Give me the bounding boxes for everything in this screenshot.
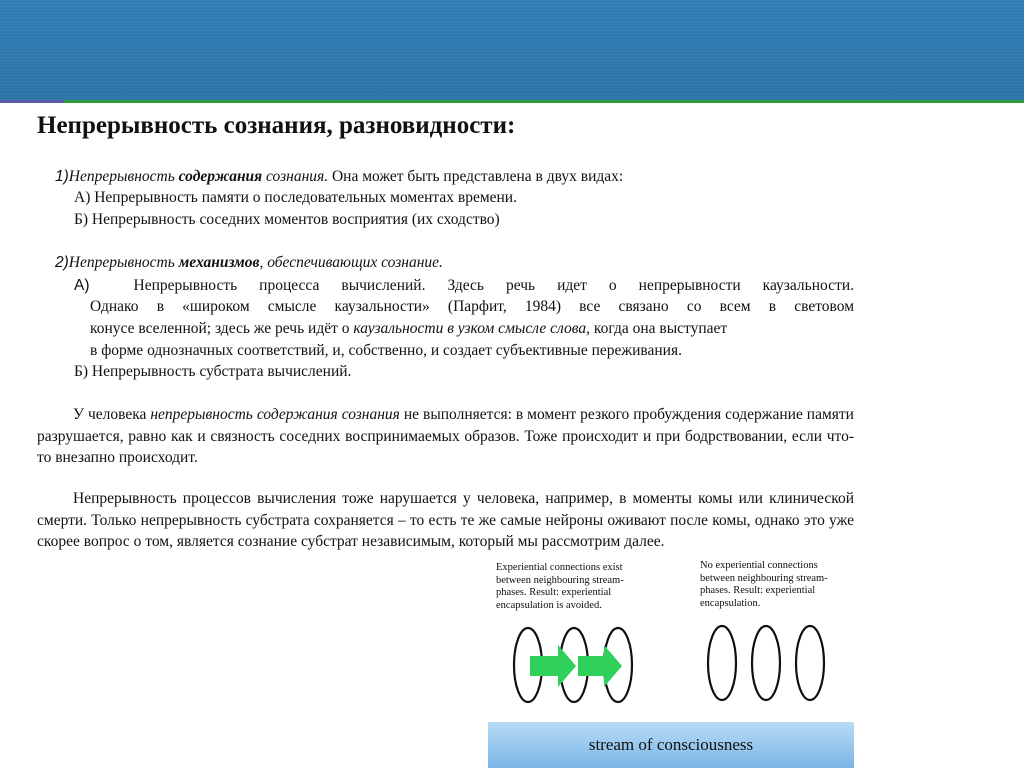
section-1-emphasis: содержания xyxy=(178,168,263,185)
phase-ellipse xyxy=(796,626,824,700)
section-2-heading: 2)Непрерывность механизмов, обеспечивающих сознание. xyxy=(55,254,443,271)
header-bar xyxy=(0,0,1024,100)
section-2-item-a-line-3: конусе вселенной; здесь же речь идёт о каузальности в узком смысле слова, когда она выступает xyxy=(90,320,728,337)
section-2-item-a-line-2: Однако в «широком смысле каузальности» (Парфит, 1984) все связано со всем в световом xyxy=(90,298,854,315)
section-1-heading: 1)Непрерывность содержания сознания. Она может быть представлена в двух видах: xyxy=(55,168,624,185)
phase-ellipse xyxy=(752,626,780,700)
section-2-emphasis: механизмов xyxy=(178,254,260,271)
section-2-item-a-line-4: в форме однозначных соответствий, и, собственно, и создает субъективные переживания. xyxy=(90,342,682,359)
paragraph-2: Непрерывность процессов вычисления тоже нарушается у человека, например, в моменты комы или клинической смерти. Только непрерывность субстрата сохраняется – то есть те же самые нейроны оживают после комы, однако это уже скорее вопрос о том, является сознание субстрат независимым, который мы рассмотрим далее. xyxy=(37,490,854,550)
figure-right-caption: No experiential connections between neighbouring stream- phases. Result: experiential encapsulation. xyxy=(700,560,828,609)
slide-title: Непрерывность сознания, разновидности: xyxy=(37,112,516,139)
stream-phases-graphic xyxy=(486,556,856,726)
section-2-number: 2) xyxy=(55,254,69,271)
header-accent-left xyxy=(0,100,64,103)
stream-label: stream of consciousness xyxy=(588,735,754,754)
section-1-number: 1) xyxy=(55,168,69,185)
stream-bar xyxy=(488,722,854,768)
phase-ellipse xyxy=(708,626,736,700)
section-1-item-a: А) Непрерывность памяти о последовательных моментах времени. xyxy=(74,189,517,206)
section-1-item-b: Б) Непрерывность соседних моментов восприятия (их сходство) xyxy=(74,211,500,228)
connection-arrow xyxy=(578,645,622,687)
section-2-item-a-line-1: А) Непрерывность процесса вычислений. Здесь речь идет о непрерывности каузальности. xyxy=(74,277,854,294)
connection-arrow xyxy=(530,645,576,687)
figure-left-caption: Experiential connections exist between neighbouring stream- phases. Result: experiential encapsulation is avoided. xyxy=(496,562,624,611)
paragraph-1: У человека непрерывность содержания сознания не выполняется: в момент резкого пробуждения содержание памяти разрушается, равно как и связность соседних воспринимаемых образов. Тоже происходит и при бодрствовании, если что-то внезапно происходит. xyxy=(37,406,854,466)
header-accent-line xyxy=(0,100,1024,103)
section-2-item-b: Б) Непрерывность субстрата вычислений. xyxy=(74,363,352,380)
